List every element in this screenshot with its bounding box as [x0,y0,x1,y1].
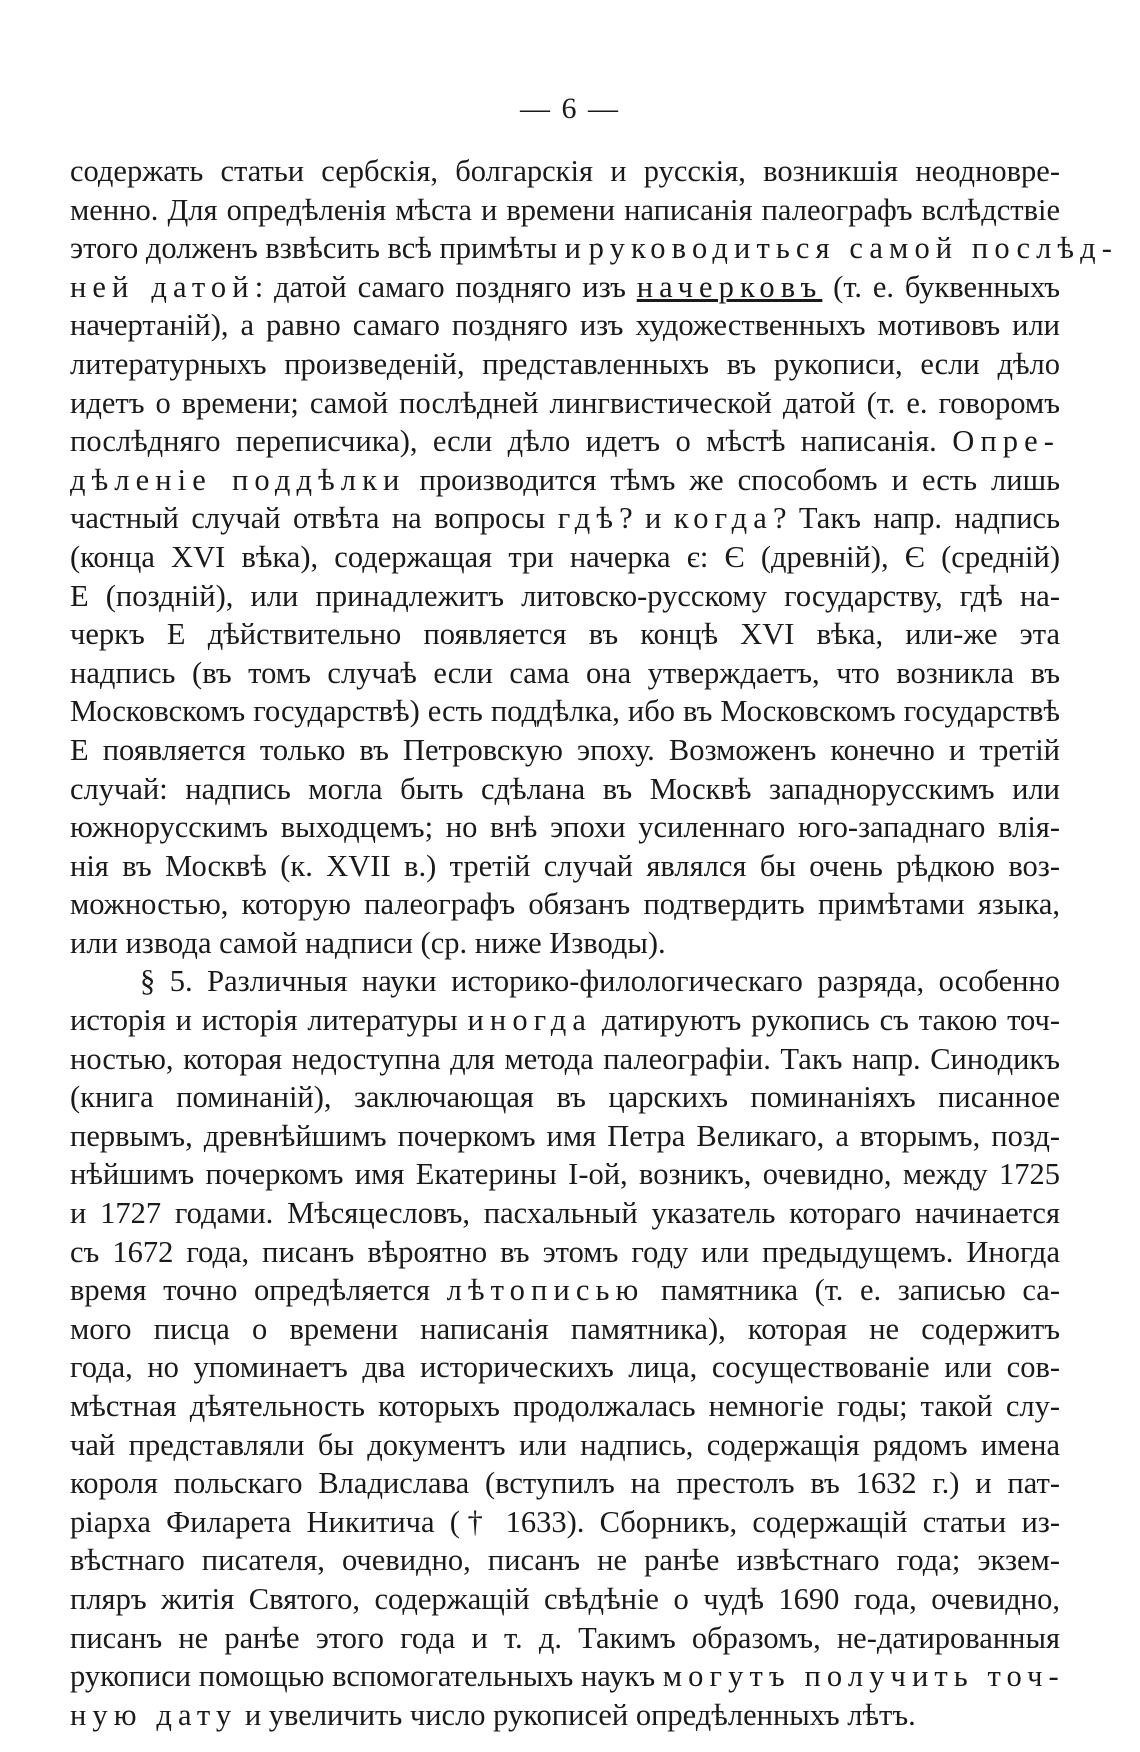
text-line [70,1580,1060,1619]
text-line [70,1040,1060,1079]
text-run: Е (поздній), или принадлежитъ литовско-русскому государству, гдѣ на- [70,578,1060,613]
text-line [70,422,1060,461]
spaced-emphasis: руководиться самой послѣд- [588,231,1118,266]
text-run: время точно опредѣляется [70,1273,447,1308]
text-line [70,191,1060,230]
spaced-emphasis: дѣленіе поддѣлки [70,462,406,497]
spaced-emphasis: лѣтописью [446,1273,645,1308]
text-line [70,306,1060,345]
text-run: случай: надпись могла быть сдѣлана въ Москвѣ западнорусскимъ или [70,771,1060,806]
text-run: ? Такъ напр. надпись [772,501,1060,536]
text-line [70,152,1060,191]
text-run: частный случай отвѣта на вопросы [70,501,558,536]
underlined-emphasis: начерковъ [636,269,823,304]
text-line [70,1271,1060,1310]
text-run: § 5. Различныя науки историко-филологическаго разряда, особенно [140,964,1060,999]
text-run: послѣдняго переписчика), если дѣло идетъ о мѣстѣ написанія. [70,424,953,459]
text-line [70,1426,1060,1465]
text-line [70,1233,1060,1272]
text-run: Е появляется только въ Петровскую эпоху. Возможенъ конечно и третій [70,732,1060,767]
spaced-emphasis: ней датой [70,269,255,304]
spaced-emphasis: иногда [467,1003,593,1038]
text-run: черкъ Е дѣйствительно появляется въ концѣ XVI вѣка, или-же эта [70,617,1060,652]
text-run: начертаній), а равно самаго поздняго изъ художественныхъ мотивовъ или [70,308,1060,343]
text-run: идетъ о времени; самой послѣдней лингвистической датой (т. е. говоромъ [70,385,1060,420]
text-line [70,1194,1060,1233]
text-run: Московскомъ государствѣ) есть поддѣлка, ибо въ Московскомъ государствѣ [70,694,1060,729]
text-run: и 1727 годами. Мѣсяцесловъ, пасхальный указатель котораго начинается [70,1196,1060,1231]
text-line [70,924,1060,963]
text-run: нѣйшимъ почеркомъ имя Екатерины I-ой, возникъ, очевидно, между 1725 [70,1157,1060,1192]
text-line [70,1155,1060,1194]
text-run: года, но упоминаетъ два историческихъ лица, сосуществованіе или сов- [70,1350,1060,1385]
text-line [70,962,1060,1001]
text-run: чай представляли бы документъ или надпись, содержащія рядомъ имена [70,1427,1060,1462]
text-run: пляръ житія Святого, содержащій свѣдѣніе о чудѣ 1690 года, очевидно, [70,1581,1060,1616]
text-run: вѣстнаго писателя, очевидно, писанъ не ранѣе извѣстнаго года; экзем- [70,1543,1060,1578]
text-line [70,1117,1060,1156]
text-line [70,499,1060,538]
text-run: ? и [619,501,674,536]
text-run: короля польскаго Владислава (вступилъ на престолъ въ 1632 г.) и пат- [70,1466,1060,1501]
text-run: южнорусскимъ выходцемъ; но внѣ эпохи усиленнаго юго-западнаго влія- [70,810,1060,845]
text-line [70,345,1060,384]
spaced-emphasis: ную дату [70,1697,238,1732]
text-run: или извода самой надписи (ср. ниже Изводы). [70,925,666,960]
text-run: надпись (въ томъ случаѣ если сама она утверждаетъ, что возникла въ [70,655,1060,690]
text-run: можностью, которую палеографъ обязанъ подтвердить примѣтами языка, [70,887,1060,922]
text-line [70,384,1060,423]
text-line [70,1619,1060,1658]
text-line [70,770,1060,809]
spaced-emphasis: могутъ получить точ- [662,1659,1065,1694]
text-run: литературныхъ произведеній, представленныхъ въ рукописи, если дѣло [70,346,1060,381]
text-line [70,577,1060,616]
text-run: первымъ, древнѣйшимъ почеркомъ имя Петра Великаго, а вторымъ, позд- [70,1118,1060,1153]
spaced-emphasis: когда [673,501,773,536]
text-line [70,268,1060,307]
text-run: этого долженъ взвѣсить всѣ примѣты и [70,231,589,266]
text-run: съ 1672 года, писанъ вѣроятно въ этомъ году или предыдущемъ. Иногда [70,1234,1060,1269]
text-line [70,731,1060,770]
text-line [70,461,1060,500]
text-line [70,1001,1060,1040]
text-line [70,1696,1060,1735]
text-run: мѣстная дѣятельность которыхъ продолжалась немногіе годы; такой слу- [70,1389,1060,1423]
page-number: — 6 — [520,92,620,125]
text-run: памятника (т. е. записью са- [644,1273,1060,1308]
text-line [70,1310,1060,1349]
text-line [70,615,1060,654]
text-run: производится тѣмъ же способомъ и есть лишь [405,462,1060,497]
text-line [70,692,1060,731]
text-run: мого писца о времени написанія памятника), которая не содержитъ [70,1311,1060,1346]
text-line [70,654,1060,693]
text-run: содержать статьи сербскія, болгарскія и русскія, возникшія неодновре- [70,154,1060,188]
text-line [70,808,1060,847]
spaced-emphasis: Опре- [952,424,1060,459]
text-line [70,1348,1060,1387]
paragraph-dating-criteria [70,152,1118,962]
text-line [70,538,1060,577]
text-run: менно. Для опредѣленія мѣста и времени написанія палеографъ вслѣдствіе [70,192,1060,227]
page-body [70,152,1118,1734]
text-run: рукописи помощью вспомогательныхъ наукъ [70,1659,663,1694]
text-run: и увеличить число рукописей опредѣленныхъ лѣтъ. [237,1697,916,1732]
text-line [70,1503,1060,1542]
paragraph-section-5 [70,962,1065,1734]
text-run: нія въ Москвѣ (к. XVII в.) третій случай являлся бы очень рѣдкою воз- [70,848,1060,883]
text-line [70,1464,1060,1503]
text-line [70,847,1060,886]
text-line [70,885,1060,924]
text-run: (т. е. буквенныхъ [822,269,1060,304]
text-line [70,1387,1060,1426]
text-run: датируютъ рукопись съ такою точ- [592,1003,1060,1038]
text-run: писанъ не ранѣе этого года и т. д. Такимъ образомъ, не-датированныя [70,1620,1060,1655]
text-run: (книга поминаній), заключающая въ царскихъ поминаніяхъ писанное [70,1080,1060,1115]
text-line [70,1078,1060,1117]
text-line [70,1541,1060,1580]
text-line [70,1657,1065,1696]
text-run: (конца XVI вѣка), содержащая три начерка є: Є (древній), Є (средній) [70,539,1060,574]
spaced-emphasis: гдѣ [557,501,620,536]
text-run: исторія и исторія литературы [70,1003,468,1038]
text-run: ностью, которая недоступна для метода палеографіи. Такъ напр. Синодикъ [70,1041,1060,1076]
text-line [70,229,1118,268]
text-run: : датой самаго поздняго изъ [254,269,637,304]
text-run: ріарха Филарета Никитича († 1633). Сборникъ, содержащій статьи из- [70,1504,1060,1539]
